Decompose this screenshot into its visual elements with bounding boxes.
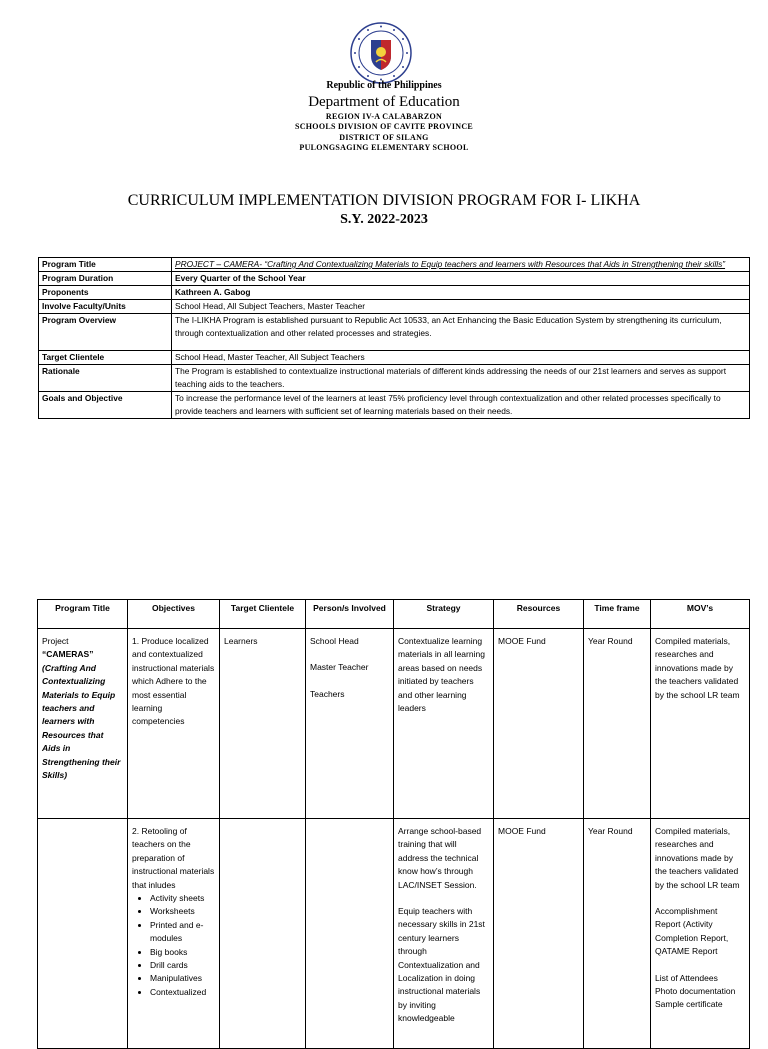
row-label: Involve Faculty/Units (39, 300, 172, 314)
column-header: MOV’s (651, 600, 750, 629)
column-header: Person/s Involved (306, 600, 394, 629)
republic-label: Republic of the Philippines (326, 80, 442, 91)
movs-text: Photo documentation (655, 986, 736, 997)
person-item: School Head (310, 636, 359, 646)
table-row (39, 392, 750, 419)
column-header: Objectives (128, 600, 220, 629)
strategy-text: Equip teachers with necessary skills in 21st century learners through Contextualization and Localization in doing instructional materials by inviting knowledgeable (398, 906, 485, 1024)
list-item: • Contextualized (150, 986, 215, 999)
program-title-cell (38, 629, 128, 819)
persons-cell (306, 629, 394, 819)
list-item: • Big books (150, 946, 215, 959)
clientele-cell (220, 819, 306, 1049)
row-label: Proponents (39, 286, 172, 300)
movs-text: Compiled materials, researches and innovations made by the teachers validated by the school LR team (655, 826, 740, 890)
proponents-value: Kathreen A. Gabog (172, 286, 750, 300)
list-item: • Worksheets (150, 905, 215, 918)
table-row (39, 365, 750, 392)
strategy-text: Arrange school-based training that will address the technical know how’s through LAC/INSET Session. (398, 826, 482, 890)
timeframe-cell: Year Round (584, 819, 651, 1049)
program-duration-value: Every Quarter of the School Year (172, 272, 750, 286)
program-title-acronym: “CAMERAS” (42, 649, 94, 660)
table-row (39, 272, 750, 286)
movs-text: Sample certificate (655, 999, 723, 1010)
table-row (38, 629, 750, 819)
column-header: Resources (494, 600, 584, 629)
column-header: Time frame (584, 600, 651, 629)
program-title-full: (Crafting And Contextualizing Materials to Equip teachers and learners with Resources that Aids in Strengthening their Skills) (42, 662, 121, 781)
table-row (39, 286, 750, 300)
row-label: Target Clientele (39, 351, 172, 365)
movs-text: List of Attendees (655, 972, 718, 983)
district-label: DISTRICT OF SILANG (339, 133, 429, 142)
overview-value: The I-LIKHA Program is established pursuant to Republic Act 10533, an Act Enhancing the Basic Education System by strengthening its curriculum, through contextualization and other related processes and strategies. (172, 314, 750, 351)
movs-cell (651, 819, 750, 1049)
rationale-value: The Program is established to contextualize instructional materials of different kinds addressing the needs of our 21st learners and serves as support teaching aids to the teachers. (172, 365, 750, 392)
row-label: Rationale (39, 365, 172, 392)
row-label: Program Duration (39, 272, 172, 286)
program-title-value: PROJECT – CAMERA- “Crafting And Contextualizing Materials to Equip teachers and learners with Resources that Aids in Strengthening their skills” (172, 258, 750, 272)
region-label: REGION IV-A CALABARZON (325, 112, 443, 121)
column-header: Program Title (38, 600, 128, 629)
person-item: Master Teacher (310, 662, 369, 673)
clientele-value: School Head, Master Teacher, All Subject Teachers (172, 351, 750, 365)
column-header: Strategy (394, 600, 494, 629)
clientele-cell: Learners (220, 629, 306, 819)
table-header-row (38, 600, 750, 629)
movs-cell: Compiled materials, researches and innovations made by the teachers validated by the school LR team (651, 629, 750, 819)
strategy-cell: Contextualize learning materials in all learning areas based on needs initiated by teachers and other learning leaders (394, 629, 494, 819)
program-title-cell (38, 819, 128, 1049)
table-row (38, 819, 750, 1049)
row-label: Program Overview (39, 314, 172, 351)
list-item: • Manipulatives (150, 972, 215, 985)
table-row (39, 351, 750, 365)
document-title: CURRICULUM IMPLEMENTATION DIVISION PROGRAM FOR I- LIKHA (127, 192, 641, 209)
department-label: Department of Education (308, 94, 460, 110)
faculty-value: School Head, All Subject Teachers, Master Teacher (172, 300, 750, 314)
deped-seal-icon (350, 22, 412, 84)
list-item: • Drill cards (150, 959, 215, 972)
goals-value: To increase the performance level of the learners at least 75% proficiency level through contextualization and other related processes specifically to provide teachers and learners with sufficient set of learning materials based on their needs. (172, 392, 750, 419)
school-year: S.Y. 2022-2023 (340, 212, 428, 227)
objective-list (132, 892, 215, 999)
program-title-line: Project (42, 636, 69, 646)
row-label: Goals and Objective (39, 392, 172, 419)
list-item: • Printed and e-modules (150, 919, 215, 946)
person-item: Teachers (310, 688, 345, 699)
row-label: Program Title (39, 258, 172, 272)
timeframe-cell: Year Round (584, 629, 651, 819)
program-plan-table (37, 599, 750, 1049)
movs-text: Accomplishment Report (Activity Completion Report, QATAME Report (655, 906, 729, 957)
list-item: • Activity sheets (150, 892, 215, 905)
table-row (39, 314, 750, 351)
objective-text: 2. Retooling of teachers on the preparation of instructional materials that inludes (132, 826, 215, 890)
program-summary-table (38, 257, 750, 419)
resources-cell: MOOE Fund (494, 819, 584, 1049)
resources-cell: MOOE Fund (494, 629, 584, 819)
objective-cell: 1. Produce localized and contextualized instructional materials which Adhere to the most essential learning competencies (128, 629, 220, 819)
column-header: Target Clientele (220, 600, 306, 629)
table-row (39, 300, 750, 314)
strategy-cell (394, 819, 494, 1049)
persons-cell (306, 819, 394, 1049)
table-row (39, 258, 750, 272)
objective-cell (128, 819, 220, 1049)
school-label: PULONGSAGING ELEMENTARY SCHOOL (299, 143, 469, 152)
division-label: SCHOOLS DIVISION OF CAVITE PROVINCE (294, 122, 474, 131)
